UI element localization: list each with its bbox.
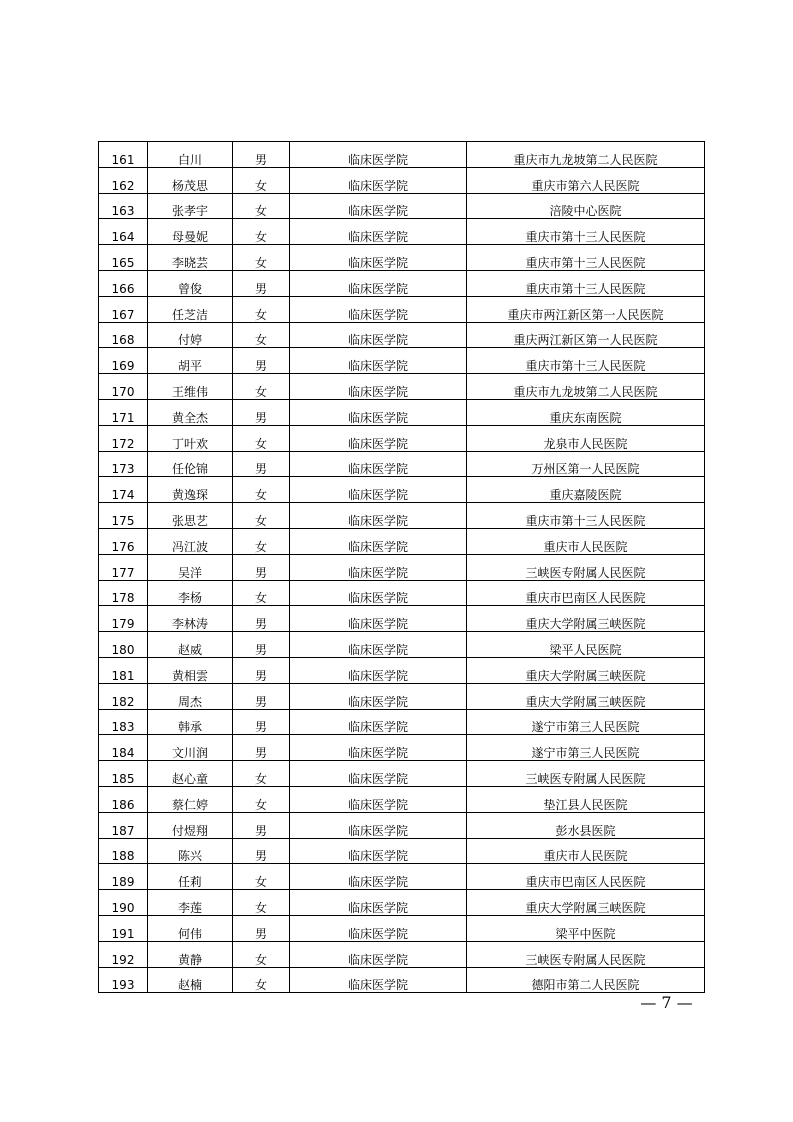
cell-name: 李杨 xyxy=(148,580,233,606)
cell-number: 176 xyxy=(99,528,148,554)
cell-college: 临床医学院 xyxy=(290,915,467,941)
cell-name: 陈兴 xyxy=(148,838,233,864)
cell-hospital: 三峡医专附属人民医院 xyxy=(467,554,705,580)
cell-name: 黄相雲 xyxy=(148,657,233,683)
cell-college: 临床医学院 xyxy=(290,167,467,193)
cell-gender: 女 xyxy=(233,296,290,322)
table-row xyxy=(99,941,705,967)
cell-gender: 男 xyxy=(233,451,290,477)
cell-name: 胡平 xyxy=(148,348,233,374)
cell-number: 186 xyxy=(99,786,148,812)
cell-name: 黄静 xyxy=(148,941,233,967)
cell-gender: 男 xyxy=(233,142,290,168)
cell-name: 李莲 xyxy=(148,890,233,916)
roster-table-body xyxy=(99,142,705,993)
cell-college: 临床医学院 xyxy=(290,657,467,683)
cell-name: 任莉 xyxy=(148,864,233,890)
table-row xyxy=(99,348,705,374)
cell-gender: 男 xyxy=(233,606,290,632)
cell-name: 丁叶欢 xyxy=(148,425,233,451)
cell-name: 冯江波 xyxy=(148,528,233,554)
cell-number: 166 xyxy=(99,270,148,296)
table-row xyxy=(99,761,705,787)
cell-college: 临床医学院 xyxy=(290,142,467,168)
cell-hospital: 重庆市人民医院 xyxy=(467,528,705,554)
cell-name: 赵心童 xyxy=(148,761,233,787)
cell-hospital: 梁平中医院 xyxy=(467,915,705,941)
cell-number: 171 xyxy=(99,399,148,425)
cell-college: 临床医学院 xyxy=(290,193,467,219)
cell-hospital: 重庆市第十三人民医院 xyxy=(467,245,705,271)
table-row xyxy=(99,786,705,812)
table-row xyxy=(99,683,705,709)
cell-college: 临床医学院 xyxy=(290,632,467,658)
cell-hospital: 重庆市第六人民医院 xyxy=(467,167,705,193)
cell-name: 周杰 xyxy=(148,683,233,709)
cell-number: 170 xyxy=(99,374,148,400)
table-row xyxy=(99,477,705,503)
cell-hospital: 垫江县人民医院 xyxy=(467,786,705,812)
cell-college: 临床医学院 xyxy=(290,941,467,967)
cell-hospital: 重庆市人民医院 xyxy=(467,838,705,864)
cell-name: 付婷 xyxy=(148,322,233,348)
cell-hospital: 德阳市第二人民医院 xyxy=(467,967,705,993)
cell-hospital: 重庆两江新区第一人民医院 xyxy=(467,322,705,348)
cell-gender: 女 xyxy=(233,967,290,993)
cell-hospital: 重庆市第十三人民医院 xyxy=(467,270,705,296)
cell-hospital: 遂宁市第三人民医院 xyxy=(467,709,705,735)
cell-college: 临床医学院 xyxy=(290,890,467,916)
cell-number: 167 xyxy=(99,296,148,322)
cell-hospital: 重庆市第十三人民医院 xyxy=(467,503,705,529)
cell-college: 临床医学院 xyxy=(290,322,467,348)
table-row xyxy=(99,219,705,245)
cell-name: 王维伟 xyxy=(148,374,233,400)
table-row xyxy=(99,193,705,219)
table-row xyxy=(99,142,705,168)
table-row xyxy=(99,812,705,838)
cell-college: 临床医学院 xyxy=(290,528,467,554)
cell-number: 169 xyxy=(99,348,148,374)
cell-name: 曾俊 xyxy=(148,270,233,296)
cell-gender: 女 xyxy=(233,425,290,451)
cell-college: 临床医学院 xyxy=(290,554,467,580)
cell-hospital: 万州区第一人民医院 xyxy=(467,451,705,477)
table-row xyxy=(99,270,705,296)
cell-hospital: 重庆东南医院 xyxy=(467,399,705,425)
cell-number: 188 xyxy=(99,838,148,864)
cell-gender: 女 xyxy=(233,322,290,348)
cell-number: 187 xyxy=(99,812,148,838)
cell-college: 临床医学院 xyxy=(290,477,467,503)
cell-gender: 女 xyxy=(233,193,290,219)
cell-number: 174 xyxy=(99,477,148,503)
table-row xyxy=(99,296,705,322)
cell-gender: 男 xyxy=(233,554,290,580)
cell-number: 163 xyxy=(99,193,148,219)
cell-number: 165 xyxy=(99,245,148,271)
cell-gender: 女 xyxy=(233,786,290,812)
cell-college: 临床医学院 xyxy=(290,270,467,296)
cell-hospital: 梁平人民医院 xyxy=(467,632,705,658)
cell-gender: 女 xyxy=(233,219,290,245)
cell-name: 任伦锦 xyxy=(148,451,233,477)
cell-college: 临床医学院 xyxy=(290,580,467,606)
cell-hospital: 彭水县医院 xyxy=(467,812,705,838)
table-row xyxy=(99,735,705,761)
cell-college: 临床医学院 xyxy=(290,786,467,812)
cell-hospital: 重庆大学附属三峡医院 xyxy=(467,890,705,916)
cell-number: 180 xyxy=(99,632,148,658)
cell-gender: 女 xyxy=(233,580,290,606)
table-row xyxy=(99,632,705,658)
cell-college: 临床医学院 xyxy=(290,864,467,890)
cell-college: 临床医学院 xyxy=(290,503,467,529)
cell-name: 黄逸琛 xyxy=(148,477,233,503)
cell-hospital: 三峡医专附属人民医院 xyxy=(467,941,705,967)
cell-hospital: 重庆市巴南区人民医院 xyxy=(467,580,705,606)
cell-college: 临床医学院 xyxy=(290,812,467,838)
table-row xyxy=(99,864,705,890)
cell-name: 张孝宇 xyxy=(148,193,233,219)
cell-hospital: 三峡医专附属人民医院 xyxy=(467,761,705,787)
cell-gender: 男 xyxy=(233,348,290,374)
table-row xyxy=(99,322,705,348)
page-number-text: — 7 — xyxy=(640,993,693,1012)
cell-number: 184 xyxy=(99,735,148,761)
cell-hospital: 重庆市第十三人民医院 xyxy=(467,219,705,245)
table-row xyxy=(99,606,705,632)
cell-college: 临床医学院 xyxy=(290,606,467,632)
cell-college: 临床医学院 xyxy=(290,296,467,322)
cell-name: 李林涛 xyxy=(148,606,233,632)
cell-gender: 男 xyxy=(233,915,290,941)
cell-name: 白川 xyxy=(148,142,233,168)
table-row xyxy=(99,451,705,477)
cell-number: 182 xyxy=(99,683,148,709)
table-row xyxy=(99,967,705,993)
cell-gender: 女 xyxy=(233,167,290,193)
cell-number: 175 xyxy=(99,503,148,529)
cell-college: 临床医学院 xyxy=(290,451,467,477)
table-row xyxy=(99,528,705,554)
cell-gender: 女 xyxy=(233,864,290,890)
cell-gender: 女 xyxy=(233,503,290,529)
cell-hospital: 重庆大学附属三峡医院 xyxy=(467,683,705,709)
cell-number: 164 xyxy=(99,219,148,245)
cell-hospital: 重庆市巴南区人民医院 xyxy=(467,864,705,890)
cell-number: 179 xyxy=(99,606,148,632)
cell-gender: 男 xyxy=(233,709,290,735)
cell-gender: 女 xyxy=(233,374,290,400)
cell-name: 李晓芸 xyxy=(148,245,233,271)
cell-hospital: 遂宁市第三人民医院 xyxy=(467,735,705,761)
cell-name: 文川润 xyxy=(148,735,233,761)
roster-table xyxy=(98,141,705,993)
table-row xyxy=(99,167,705,193)
cell-gender: 男 xyxy=(233,270,290,296)
cell-hospital: 重庆市两江新区第一人民医院 xyxy=(467,296,705,322)
cell-hospital: 涪陵中心医院 xyxy=(467,193,705,219)
cell-gender: 男 xyxy=(233,838,290,864)
cell-gender: 男 xyxy=(233,632,290,658)
cell-college: 临床医学院 xyxy=(290,761,467,787)
cell-hospital: 重庆市九龙坡第二人民医院 xyxy=(467,374,705,400)
cell-number: 177 xyxy=(99,554,148,580)
cell-college: 临床医学院 xyxy=(290,683,467,709)
cell-college: 临床医学院 xyxy=(290,348,467,374)
cell-name: 张思艺 xyxy=(148,503,233,529)
cell-number: 189 xyxy=(99,864,148,890)
table-row xyxy=(99,709,705,735)
cell-college: 临床医学院 xyxy=(290,967,467,993)
cell-gender: 女 xyxy=(233,477,290,503)
cell-name: 母曼妮 xyxy=(148,219,233,245)
cell-number: 162 xyxy=(99,167,148,193)
table-row xyxy=(99,890,705,916)
cell-gender: 女 xyxy=(233,245,290,271)
cell-gender: 女 xyxy=(233,941,290,967)
cell-college: 临床医学院 xyxy=(290,735,467,761)
cell-name: 黄全杰 xyxy=(148,399,233,425)
cell-name: 蔡仁婷 xyxy=(148,786,233,812)
cell-name: 吴洋 xyxy=(148,554,233,580)
table-row xyxy=(99,503,705,529)
table-row xyxy=(99,374,705,400)
cell-number: 190 xyxy=(99,890,148,916)
cell-name: 何伟 xyxy=(148,915,233,941)
cell-college: 临床医学院 xyxy=(290,399,467,425)
cell-gender: 女 xyxy=(233,528,290,554)
table-row xyxy=(99,425,705,451)
table-row xyxy=(99,245,705,271)
cell-name: 韩承 xyxy=(148,709,233,735)
cell-number: 172 xyxy=(99,425,148,451)
cell-number: 173 xyxy=(99,451,148,477)
cell-gender: 男 xyxy=(233,812,290,838)
cell-number: 193 xyxy=(99,967,148,993)
cell-number: 191 xyxy=(99,915,148,941)
cell-number: 161 xyxy=(99,142,148,168)
cell-college: 临床医学院 xyxy=(290,374,467,400)
cell-number: 183 xyxy=(99,709,148,735)
cell-college: 临床医学院 xyxy=(290,709,467,735)
cell-name: 付煜翔 xyxy=(148,812,233,838)
cell-hospital: 重庆大学附属三峡医院 xyxy=(467,657,705,683)
cell-college: 临床医学院 xyxy=(290,425,467,451)
cell-gender: 女 xyxy=(233,890,290,916)
cell-college: 临床医学院 xyxy=(290,245,467,271)
cell-name: 赵威 xyxy=(148,632,233,658)
cell-gender: 男 xyxy=(233,657,290,683)
cell-name: 任芝洁 xyxy=(148,296,233,322)
table-row xyxy=(99,915,705,941)
cell-number: 178 xyxy=(99,580,148,606)
cell-number: 192 xyxy=(99,941,148,967)
table-row xyxy=(99,554,705,580)
cell-hospital: 重庆市第十三人民医院 xyxy=(467,348,705,374)
cell-number: 168 xyxy=(99,322,148,348)
table-row xyxy=(99,399,705,425)
cell-number: 185 xyxy=(99,761,148,787)
table-row xyxy=(99,838,705,864)
cell-gender: 女 xyxy=(233,761,290,787)
cell-gender: 男 xyxy=(233,683,290,709)
page-number xyxy=(270,993,793,1019)
cell-hospital: 重庆大学附属三峡医院 xyxy=(467,606,705,632)
cell-college: 临床医学院 xyxy=(290,838,467,864)
cell-gender: 男 xyxy=(233,399,290,425)
cell-name: 杨茂思 xyxy=(148,167,233,193)
cell-number: 181 xyxy=(99,657,148,683)
table-row xyxy=(99,657,705,683)
cell-name: 赵楠 xyxy=(148,967,233,993)
cell-college: 临床医学院 xyxy=(290,219,467,245)
cell-hospital: 龙泉市人民医院 xyxy=(467,425,705,451)
cell-gender: 男 xyxy=(233,735,290,761)
cell-hospital: 重庆市九龙坡第二人民医院 xyxy=(467,142,705,168)
cell-hospital: 重庆嘉陵医院 xyxy=(467,477,705,503)
table-row xyxy=(99,580,705,606)
